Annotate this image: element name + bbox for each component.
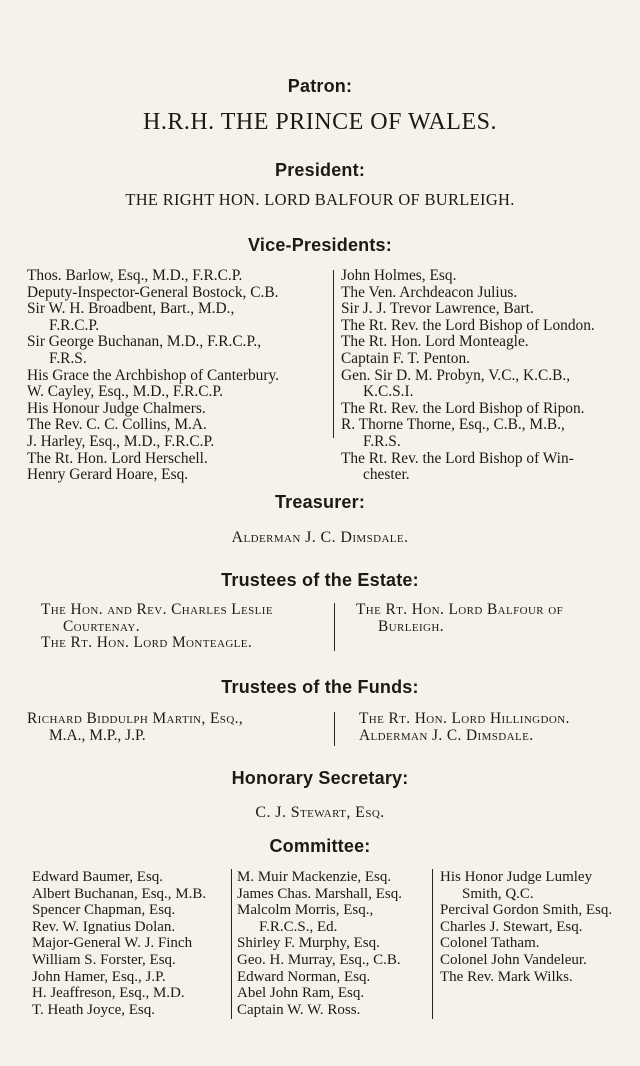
committee-member: Rev. W. Ignatius Dolan. — [32, 918, 176, 935]
vice-president-entry: His Grace the Archbishop of Canterbury. — [27, 366, 280, 384]
committee-member: The Rev. Mark Wilks. — [440, 968, 573, 985]
vice-president-entry-continued: F.R.S. — [49, 349, 87, 367]
trustee-entry-continued: Courtenay. — [63, 617, 140, 635]
vice-president-entry: W. Cayley, Esq., M.D., F.R.C.P. — [27, 383, 224, 401]
trustee-entry-continued: M.A., M.P., J.P. — [49, 726, 146, 744]
vice-president-entry: Deputy-Inspector-General Bostock, C.B. — [27, 283, 279, 301]
committee-member: John Hamer, Esq., J.P. — [32, 968, 166, 985]
trustee-entry: The Rt. Hon. Lord Hillingdon. — [359, 710, 570, 727]
committee-member: Charles J. Stewart, Esq. — [440, 918, 583, 935]
trustee-entry: The Hon. and Rev. Charles Leslie — [41, 601, 273, 618]
vice-president-entry: The Rt. Hon. Lord Monteagle. — [341, 333, 529, 351]
column-divider — [432, 869, 433, 1019]
vice-president-entry: Gen. Sir D. M. Probyn, V.C., K.C.B., — [341, 366, 571, 384]
column-divider — [334, 603, 335, 651]
committee-member-continued: F.R.C.S., Ed. — [259, 918, 338, 935]
committee-heading: Committee: — [269, 836, 371, 856]
committee-member: Malcolm Morris, Esq., — [237, 902, 374, 919]
committee-member: Edward Baumer, Esq. — [32, 869, 164, 885]
committee-member: His Honor Judge Lumley — [440, 869, 593, 885]
vice-president-entry: Sir W. H. Broadbent, Bart., M.D., — [27, 300, 235, 318]
trustees-estate-right-column — [356, 602, 636, 635]
trustees-estate-heading: Trustees of the Estate: — [221, 570, 419, 590]
committee-member: Major-General W. J. Finch — [32, 935, 193, 952]
vice-president-entry: Captain F. T. Penton. — [341, 349, 471, 367]
committee-member: Abel John Ram, Esq. — [237, 985, 365, 1002]
vice-president-entry: Sir George Buchanan, M.D., F.R.C.P., — [27, 333, 262, 351]
trustees-funds-right-column — [359, 711, 634, 744]
committee-member: T. Heath Joyce, Esq. — [32, 1001, 156, 1018]
committee-member: Spencer Chapman, Esq. — [32, 902, 176, 919]
trustees-estate-left-column — [41, 602, 331, 652]
column-divider — [333, 270, 334, 438]
committee-member: James Chas. Marshall, Esq. — [237, 885, 402, 902]
committee-member: Colonel John Vandeleur. — [440, 951, 587, 968]
vice-president-entry: The Rt. Rev. the Lord Bishop of Ripon. — [341, 399, 585, 417]
committee-column-3 — [440, 869, 636, 985]
committee-member: Edward Norman, Esq. — [237, 968, 371, 985]
vice-president-entry: The Ven. Archdeacon Julius. — [341, 283, 518, 301]
vice-president-entry: Sir J. J. Trevor Lawrence, Bart. — [341, 300, 534, 318]
vice-president-entry: His Honour Judge Chalmers. — [27, 399, 206, 417]
vice-president-entry: Henry Gerard Hoare, Esq. — [27, 466, 189, 484]
vice-presidents-heading: Vice-Presidents: — [248, 235, 392, 255]
committee-member: H. Jeaffreson, Esq., M.D. — [32, 985, 185, 1002]
committee-member: Captain W. W. Ross. — [237, 1001, 361, 1018]
committee-member-continued: Smith, Q.C. — [462, 885, 534, 902]
president-heading: President: — [274, 160, 366, 180]
committee-member: Colonel Tatham. — [440, 935, 540, 952]
vice-president-entry: The Rt. Rev. the Lord Bishop of London. — [341, 316, 595, 334]
vice-president-entry-continued: K.C.S.I. — [363, 383, 414, 401]
vice-president-entry-continued: chester. — [363, 466, 410, 484]
committee-member: William S. Forster, Esq. — [32, 951, 176, 968]
trustee-entry: The Rt. Hon. Lord Balfour of — [356, 601, 564, 618]
patron-heading: Patron: — [287, 76, 353, 96]
committee-column-1 — [32, 869, 228, 1018]
vice-president-entry: The Rt. Rev. the Lord Bishop of Win- — [341, 449, 574, 467]
vice-president-entry-continued: F.R.S. — [363, 432, 401, 450]
patron-name: H.R.H. THE PRINCE OF WALES. — [143, 109, 497, 135]
president-name: THE RIGHT HON. LORD BALFOUR OF BURLEIGH. — [125, 190, 515, 209]
column-divider — [334, 712, 335, 746]
trustee-entry: The Rt. Hon. Lord Monteagle. — [41, 634, 253, 652]
vice-president-entry: R. Thorne Thorne, Esq., C.B., M.B., — [341, 416, 565, 434]
honorary-secretary-name: C. J. Stewart, Esq. — [255, 804, 385, 821]
trustees-funds-heading: Trustees of the Funds: — [221, 677, 419, 697]
column-divider — [231, 869, 232, 1019]
treasurer-name: Alderman J. C. Dimsdale. — [231, 529, 409, 546]
committee-member: Geo. H. Murray, Esq., C.B. — [237, 951, 401, 968]
committee-member: Percival Gordon Smith, Esq. — [440, 902, 613, 919]
committee-column-2 — [237, 869, 429, 1018]
committee-member: Albert Buchanan, Esq., M.B. — [32, 885, 207, 902]
vice-president-entry: John Holmes, Esq. — [341, 267, 457, 284]
trustee-entry: Alderman J. C. Dimsdale. — [359, 726, 534, 744]
trustees-funds-left-column — [27, 711, 327, 744]
vice-presidents-left-column — [27, 268, 327, 484]
committee-member: Shirley F. Murphy, Esq. — [237, 935, 380, 952]
vice-presidents-right-column — [341, 268, 637, 484]
treasurer-heading: Treasurer: — [274, 492, 366, 512]
trustee-entry: Richard Biddulph Martin, Esq., — [27, 710, 244, 727]
trustee-entry-continued: Burleigh. — [378, 617, 444, 635]
vice-president-entry-continued: F.R.C.P. — [49, 316, 100, 334]
vice-president-entry: J. Harley, Esq., M.D., F.R.C.P. — [27, 432, 215, 450]
vice-president-entry: Thos. Barlow, Esq., M.D., F.R.C.P. — [27, 267, 243, 284]
committee-member: M. Muir Mackenzie, Esq. — [237, 869, 392, 885]
vice-president-entry: The Rev. C. C. Collins, M.A. — [27, 416, 207, 434]
honorary-secretary-heading: Honorary Secretary: — [231, 768, 409, 788]
vice-president-entry: The Rt. Hon. Lord Herschell. — [27, 449, 208, 467]
